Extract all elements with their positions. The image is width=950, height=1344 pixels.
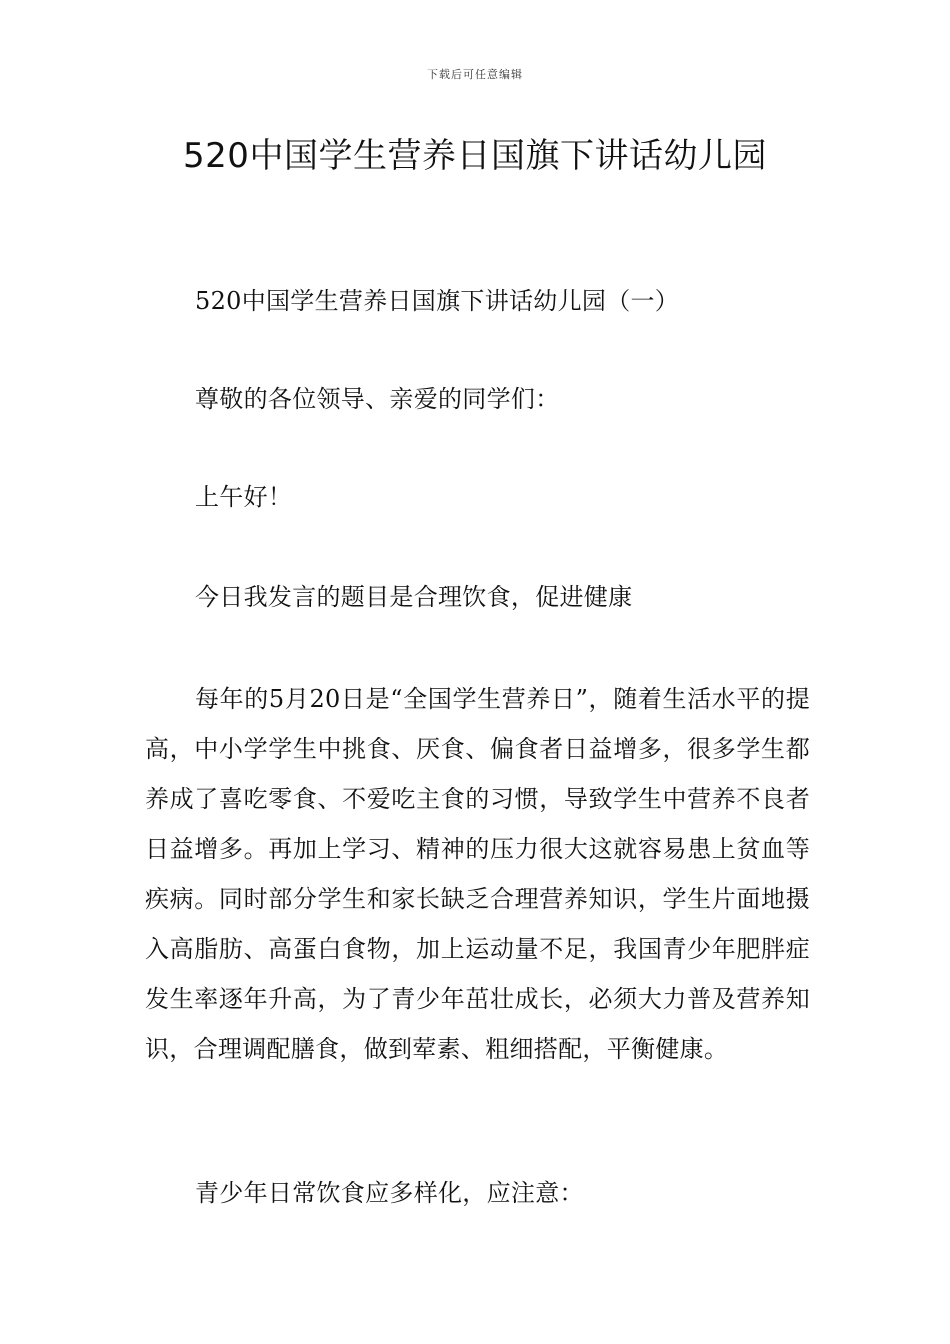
header-note: 下载后可任意编辑 <box>427 68 523 81</box>
paragraph-greeting: 上午好！ <box>195 483 293 511</box>
paragraph-subtitle: 520中国学生营养日国旗下讲话幼儿园（一） <box>195 287 680 315</box>
paragraph-diet-intro: 青少年日常饮食应多样化，应注意： <box>195 1179 584 1207</box>
paragraph-body: 每年的5月20日是“全国学生营养日”，随着生活水平的提高，中小学学生中挑食、厌食、偏食者日益增多，很多学生都养成了喜吃零食、不爱吃主食的习惯，导致学生中营养不良者日益增多。再加上学习、精神的压力很大这就容易患上贫血等疾病。同时部分学生和家长缺乏合理营养知识，学生片面地摄入高脂肪、高蛋白食物，加上运动量不足，我国青少年肥胖症发生率逐年升高，为了青少年茁壮成长，必须大力普及营养知识，合理调配膳食，做到荤素、粗细搭配，平衡健康。 <box>145 685 810 1063</box>
paragraph-salutation: 尊敬的各位领导、亲爱的同学们： <box>195 385 560 413</box>
document-title: 520中国学生营养日国旗下讲话幼儿园 <box>183 136 767 176</box>
paragraph-topic: 今日我发言的题目是合理饮食，促进健康 <box>195 583 633 611</box>
